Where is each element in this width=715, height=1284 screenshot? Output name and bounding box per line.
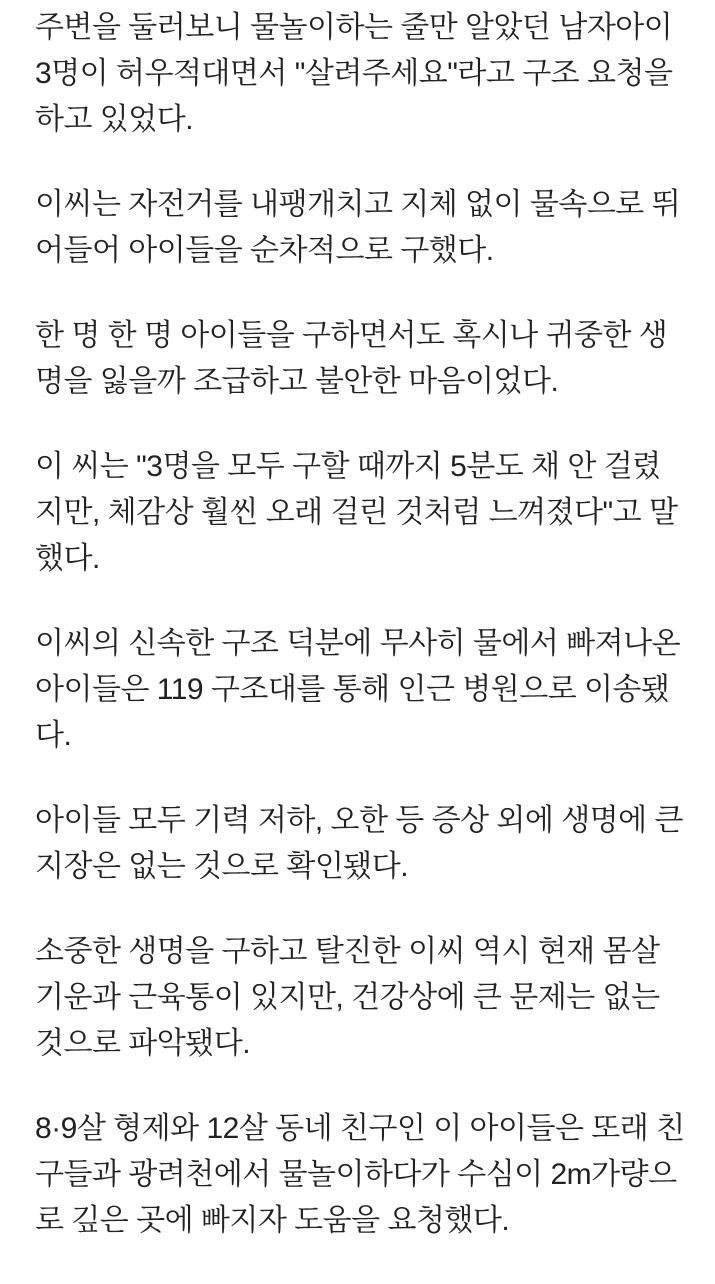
article-paragraph: 8·9살 형제와 12살 동네 친구인 이 아이들은 또래 친구들과 광려천에서 물놀이하다가 수심이 2m가량으로 깊은 곳에 빠지자 도움을 요청했다. [35,1112,685,1237]
article-paragraph: 한 명 한 명 아이들을 구하면서도 혹시나 귀중한 생명을 잃을까 조급하고 불안한 마음이었다. [35,319,668,398]
article-paragraph: 소중한 생명을 구하고 탈진한 이씨 역시 현재 몸살 기운과 근육통이 있지만, 건강상에 큰 문제는 없는 것으로 파악됐다. [35,935,660,1060]
article-paragraph: 이씨의 신속한 구조 덕분에 무사히 물에서 빠져나온 아이들은 119 구조대를 통해 인근 병원으로 이송됐다. [35,627,681,752]
article-paragraph: 주변을 둘러보니 물놀이하는 줄만 알았던 남자아이 3명이 허우적대면서 "살려주세요"라고 구조 요청을 하고 있었다. [35,11,673,136]
article-paragraph: 이씨는 자전거를 내팽개치고 지체 없이 물속으로 뛰어들어 아이들을 순차적으로 구했다. [35,188,681,267]
article-paragraph: 아이들 모두 기력 저하, 오한 등 증상 외에 생명에 큰 지장은 없는 것으로 확인됐다. [35,804,683,883]
article-paragraph: 이 씨는 "3명을 모두 구할 때까지 5분도 채 안 걸렸지만, 체감상 훨씬 오래 걸린 것처럼 느껴졌다"고 말했다. [35,450,678,575]
